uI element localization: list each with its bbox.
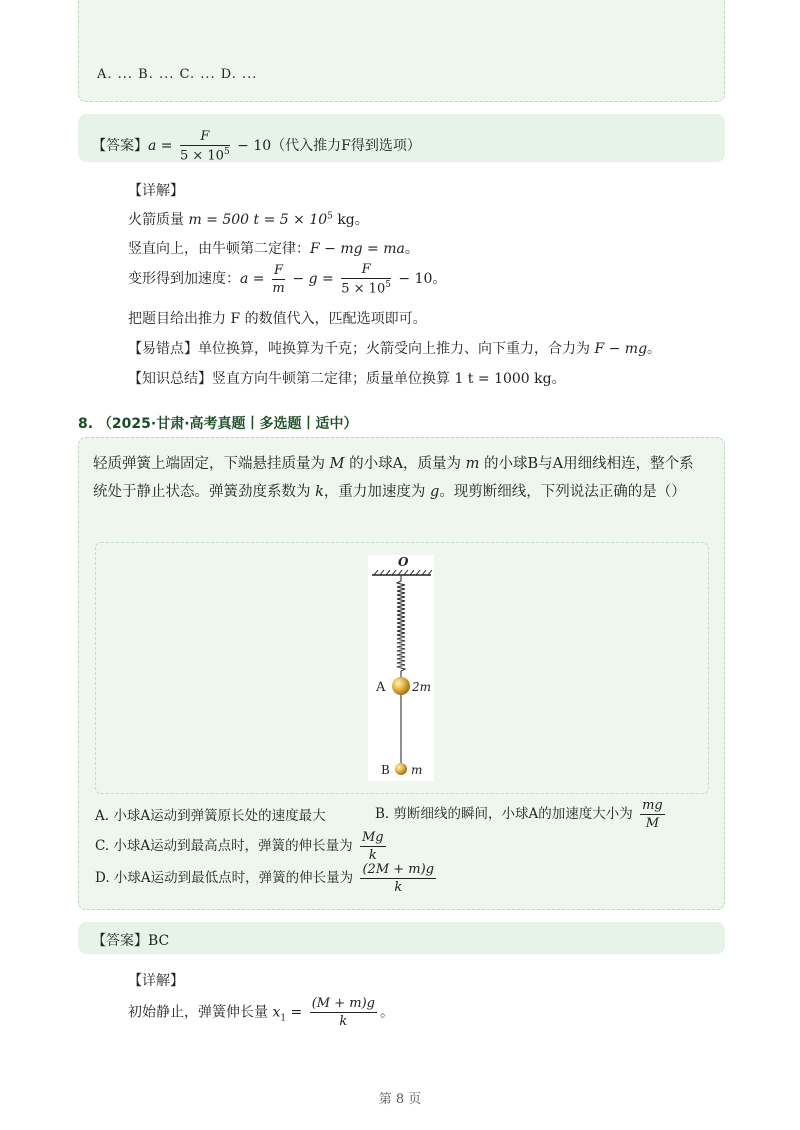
answer-fraction — [180, 129, 230, 163]
spring-figure — [96, 543, 708, 793]
q8-stem — [93, 450, 708, 506]
stem-text: 轻质弹簧上端固定，下端悬挂质量为 — [93, 456, 330, 472]
den: k — [394, 880, 403, 895]
answer-label: 【答案】 — [92, 933, 148, 949]
end: 。 — [380, 1004, 394, 1021]
den: m — [272, 280, 285, 296]
mistake-label: 【易错点】 — [128, 341, 198, 357]
option-B-fraction — [640, 798, 665, 831]
label-2m: 2m — [412, 680, 432, 694]
end: 。 — [647, 341, 662, 357]
den-base: 5 × 10 — [179, 148, 224, 164]
label-m: m — [411, 763, 423, 777]
math-m: m — [465, 456, 480, 472]
stem-text: 的小球B与A用细线相连，整个系统处于静止状态。弹簧劲度系数为 — [93, 456, 694, 500]
den-base: 5 × 10 — [341, 281, 386, 297]
answer-lhs: a = — [148, 138, 173, 155]
text: 竖直方向牛顿第二定律；质量单位换算 — [212, 371, 455, 387]
previous-options: A. ... B. ... C. ... D. ... — [97, 67, 258, 82]
math: F − mg = ma — [310, 241, 405, 257]
text: 变形得到加速度： — [128, 271, 240, 288]
stem-text: ，重力加速度为 — [323, 484, 431, 500]
math-M: M — [329, 456, 345, 472]
figure-container — [95, 542, 709, 794]
q8-question-box — [78, 437, 725, 910]
q8-answer-box — [78, 922, 725, 954]
q7-detail-mistake — [128, 338, 661, 358]
option-D — [95, 862, 439, 895]
frac-f-over-m — [272, 263, 285, 296]
text: 初始静止，弹簧伸长量 — [128, 1004, 273, 1021]
option-text: B. 剪断细线的瞬间，小球A的加速度大小为 — [375, 806, 633, 822]
den: M — [645, 816, 660, 831]
q7-answer-line — [92, 129, 421, 163]
text: 单位换算，吨换算为千克；火箭受向上推力、向下重力，合力为 — [198, 341, 595, 357]
option-C-fraction — [360, 830, 386, 863]
option-text: C. 小球A运动到最高点时，弹簧的伸长量为 — [95, 838, 353, 854]
fraction-numerator: F — [180, 129, 230, 146]
option-C — [95, 830, 389, 863]
q7-detail-line-1 — [128, 209, 369, 229]
stem-text: 的小球A，质量为 — [344, 456, 466, 472]
q8-answer-line — [92, 930, 169, 950]
fraction-denominator — [180, 146, 230, 163]
den-exp: 5 — [385, 280, 391, 290]
label-B: B — [381, 763, 390, 777]
option-text: D. 小球A运动到最低点时，弹簧的伸长量为 — [95, 870, 354, 886]
q7-detail-summary — [128, 368, 566, 388]
num: F — [273, 262, 284, 278]
q7-detail-line-2 — [128, 238, 419, 258]
q7-detail-title: 【详解】 — [128, 183, 184, 199]
num: (2M + m)g — [362, 862, 435, 877]
stem-text: 。现剪断细线，下列说法正确的是（） — [439, 484, 686, 500]
q7-detail-line-3 — [128, 262, 446, 296]
extension-fraction — [310, 996, 377, 1029]
num: F — [341, 262, 391, 279]
end: 。 — [404, 241, 419, 257]
label-A: A — [376, 680, 386, 695]
answer-tail: − 10（代入推力F得到选项） — [237, 138, 421, 155]
math: 1 t = 1000 kg — [454, 371, 552, 387]
tail: − 10。 — [398, 271, 447, 288]
num: (M + m)g — [311, 996, 375, 1011]
math-x: x — [272, 1004, 281, 1021]
text: 竖直向上，由牛顿第二定律： — [128, 241, 310, 257]
den-exp: 5 — [223, 147, 230, 157]
answer-value: BC — [148, 933, 170, 949]
unit: kg。 — [332, 212, 369, 228]
sub: 1 — [280, 1013, 287, 1024]
num: mg — [642, 798, 663, 813]
q7-detail-line-4: 把题目给出推力 F 的数值代入，匹配选项即可。 — [128, 311, 427, 327]
summary-label: 【知识总结】 — [128, 371, 212, 387]
q8-heading: 8. （2025·甘肃·高考真题丨多选题丨适中） — [78, 416, 358, 432]
math-k: k — [315, 484, 324, 500]
math-a: a = — [240, 271, 265, 288]
ball-B — [395, 763, 407, 775]
answer-label: 【答案】 — [92, 138, 148, 155]
den — [341, 279, 391, 296]
math: m = 500 t = 5 × 10 — [188, 212, 328, 228]
exp: 5 — [327, 211, 333, 222]
option-B — [375, 798, 668, 831]
text: 火箭质量 — [128, 212, 189, 228]
frac-f-over-5e5 — [341, 262, 391, 296]
num: Mg — [361, 830, 384, 845]
math: F − mg — [594, 341, 648, 357]
previous-question-box — [78, 0, 725, 102]
den: k — [368, 848, 377, 863]
page-footer: 第 8 页 — [378, 1092, 422, 1107]
math-g: g — [430, 484, 440, 500]
math-eq: = — [286, 1004, 303, 1021]
q7-answer-box — [78, 114, 725, 162]
end: 。 — [551, 371, 566, 387]
option-D-fraction — [360, 862, 436, 895]
q8-detail-line-1 — [128, 996, 394, 1029]
label-O: O — [398, 555, 409, 569]
option-A: A. 小球A运动到弹簧原长处的速度最大 — [95, 808, 326, 824]
ball-A — [392, 677, 410, 695]
q8-detail-title: 【详解】 — [128, 973, 184, 989]
den: k — [339, 1014, 348, 1029]
math-mid: − g = — [292, 271, 334, 288]
